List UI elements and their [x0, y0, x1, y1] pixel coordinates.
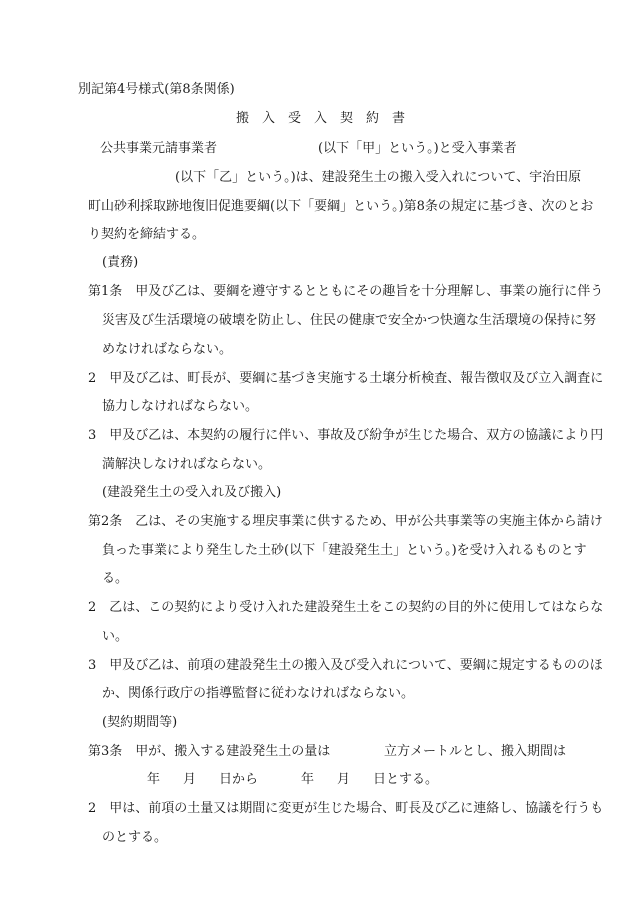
preamble-party-a-suffix: (以下「甲」という。)と受入事業者	[318, 141, 517, 156]
article-2-para-3-line-2: か、関係行政庁の指導監督に従わなければならない。	[102, 686, 415, 701]
article-2-para-2-line-2: い。	[102, 629, 129, 644]
article-2-line-2: 負った事業により発生した土砂(以下「建設発生土」という。)を受け入れるものとす	[102, 543, 587, 558]
section-heading-acceptance: (建設発生土の受入れ及び搬入)	[102, 485, 282, 500]
article-2-para-3-line-1: 3 甲及び乙は、前項の建設発生土の搬入及び受入れについて、要綱に規定するもののほ	[88, 658, 603, 673]
section-heading-duties: (責務)	[102, 255, 139, 270]
article-1-para-3-line-2: 満解決しなければならない。	[102, 457, 272, 472]
article-1-para-2-line-1: 2 甲及び乙は、町長が、要綱に基づき実施する土壌分析検査、報告徴収及び立入調査に	[88, 371, 604, 386]
article-3-para-2-line-1: 2 甲は、前項の土量又は期間に変更が生じた場合、町長及び乙に連絡し、協議を行うも	[88, 801, 604, 816]
article-1-line-3: めなければならない。	[102, 342, 233, 357]
preamble-party-a	[100, 141, 217, 157]
preamble-party-a-label: 公共事業元請事業者	[100, 141, 218, 156]
date-month-to: 月	[337, 772, 351, 787]
article-1-para-2-line-2: 協力しなければならない。	[102, 399, 259, 414]
date-month-from: 月	[183, 772, 197, 787]
article-1-line-2: 災害及び生活環境の破壊を防止し、住民の健康で安全かつ快適な生活環境の保持に努	[102, 313, 597, 328]
date-year-from: 年	[147, 772, 161, 787]
document-title: 搬 入 受 入 契 約 書	[236, 111, 406, 126]
article-3-line-1-period: 立方メートルとし、搬入期間は	[384, 744, 567, 759]
date-day-from: 日から	[219, 772, 259, 787]
preamble-line-3: 町山砂利採取跡地復旧促進要綱(以下「要綱」という。)第8条の規定に基づき、次のとお	[88, 199, 594, 214]
article-2-line-3: る。	[102, 571, 129, 586]
article-2-line-1: 第2条 乙は、その実施する埋戻事業に供するため、甲が公共事業等の実施主体から請け	[88, 514, 603, 529]
article-1-para-3-line-1: 3 甲及び乙は、本契約の履行に伴い、事故及び紛争が生じた場合、双方の協議により円	[88, 428, 604, 443]
form-label: 別記第4号様式(第8条関係)	[78, 82, 235, 97]
article-3-line-1-quantity: 第3条 甲が、搬入する建設発生土の量は	[88, 744, 331, 759]
preamble-line-4: り契約を締結する。	[88, 227, 206, 242]
article-2-para-2-line-1: 2 乙は、この契約により受け入れた建設発生土をこの契約の目的外に使用してはならな	[88, 600, 604, 615]
date-day-to: 日とする。	[373, 772, 439, 787]
article-1-line-1: 第1条 甲及び乙は、要綱を遵守するとともにその趣旨を十分理解し、事業の施行に伴う	[88, 284, 604, 299]
date-year-to: 年	[301, 772, 315, 787]
preamble-line-2: (以下「乙」という。)は、建設発生土の搬入受入れについて、宇治田原	[175, 170, 582, 185]
article-3-para-2-line-2: のとする。	[102, 830, 168, 845]
section-heading-contract-period: (契約期間等)	[102, 715, 178, 730]
